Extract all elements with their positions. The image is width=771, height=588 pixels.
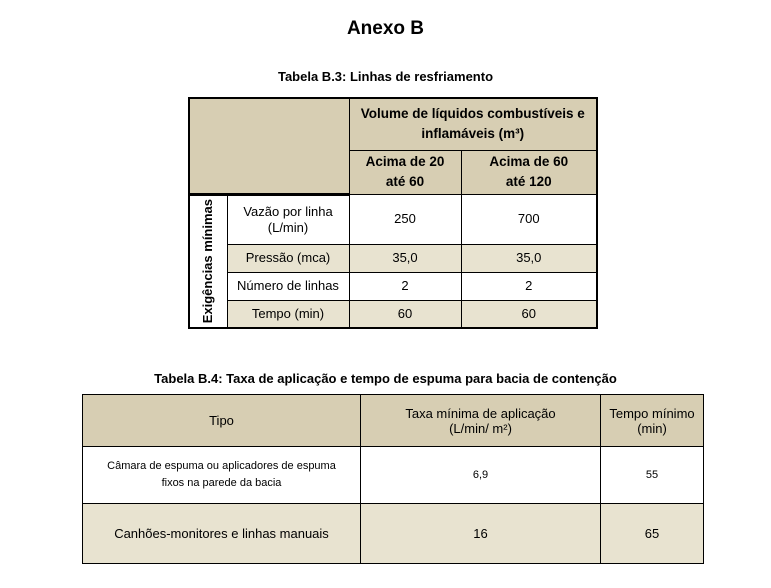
row-group-label: Exigências mínimas <box>200 199 216 324</box>
table-b3-cell: 2 <box>461 272 597 300</box>
table-b3-row-label: Vazão por linha (L/min) <box>227 194 349 244</box>
table-b4-cell-tempo: 55 <box>601 447 704 504</box>
table-b4-cell-tipo: Canhões-monitores e linhas manuais <box>83 504 361 564</box>
table-b3-group-header: Volume de líquidos combustíveis e inflamáveis (m³) <box>349 98 597 150</box>
table-b3-cell: 35,0 <box>461 244 597 272</box>
table-b3-row-label: Número de linhas <box>227 272 349 300</box>
table-b4-cell-tempo: 65 <box>601 504 704 564</box>
table-b4 <box>82 394 704 564</box>
table-b3-cell: 2 <box>349 272 461 300</box>
table-b3-col-header: Acima de 20 até 60 <box>349 150 461 194</box>
table-b4-header-tipo: Tipo <box>83 395 361 447</box>
table-b4-header-taxa: Taxa mínima de aplicação (L/min/ m²) <box>361 395 601 447</box>
table-b3-row-label: Pressão (mca) <box>227 244 349 272</box>
table-b3-cell: 60 <box>349 300 461 328</box>
table-b3-row-label: Tempo (min) <box>227 300 349 328</box>
table-b3-corner <box>189 98 349 194</box>
table-b4-cell-taxa: 16 <box>361 504 601 564</box>
table-b4-caption: Tabela B.4: Taxa de aplicação e tempo de espuma para bacia de contenção <box>154 371 617 386</box>
table-b4-cell-tipo: Câmara de espuma ou aplicadores de espuma fixos na parede da bacia <box>83 447 361 504</box>
table-b3-caption: Tabela B.3: Linhas de resfriamento <box>277 69 494 84</box>
table-b3-cell: 35,0 <box>349 244 461 272</box>
table-b3-col-header: Acima de 60 até 120 <box>461 150 597 194</box>
table-b4-cell-taxa: 6,9 <box>361 447 601 504</box>
table-b3-row-group <box>189 194 227 328</box>
table-b4-header-tempo: Tempo mínimo (min) <box>601 395 704 447</box>
table-b3-cell: 700 <box>461 194 597 244</box>
annex-title: Anexo B <box>346 18 425 39</box>
table-b3-cell: 250 <box>349 194 461 244</box>
table-b3-cell: 60 <box>461 300 597 328</box>
table-b3 <box>188 97 598 329</box>
